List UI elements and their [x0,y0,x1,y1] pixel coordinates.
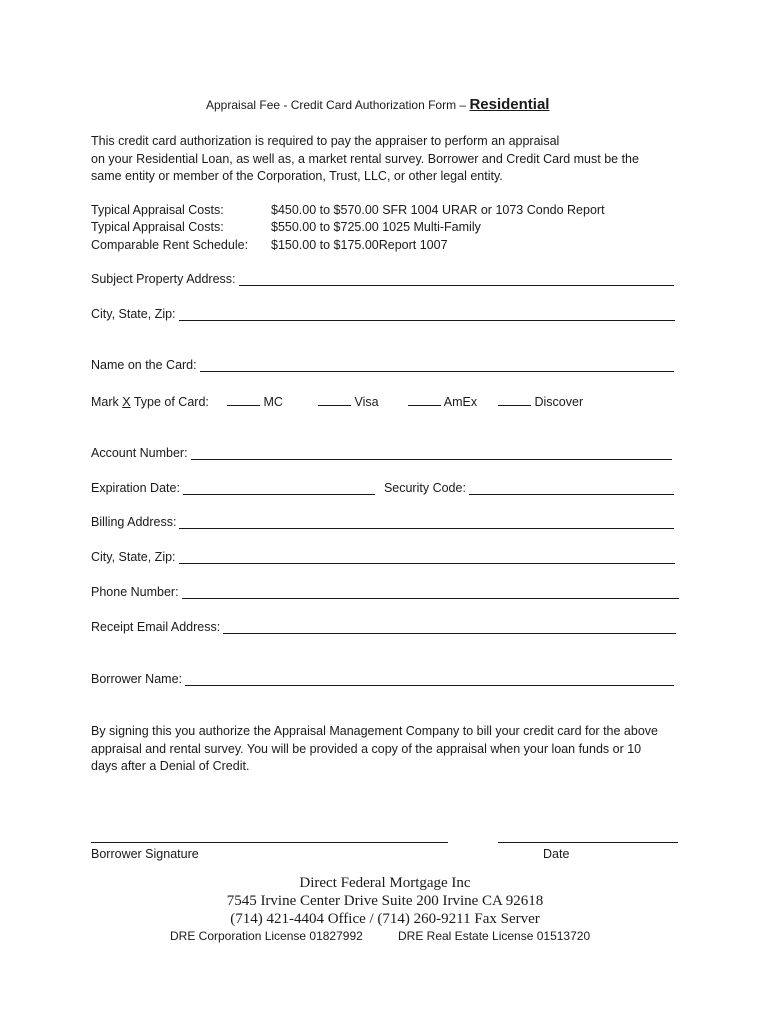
expiration-date-label: Expiration Date: [91,481,180,495]
subject-address-row [91,272,674,286]
phone-number-label: Phone Number: [91,585,179,599]
form-title-residential: Residential [469,96,550,113]
phone-number-field[interactable] [182,586,679,599]
city-state-zip-row [91,307,675,321]
card-type-label-pre: Mark [91,395,123,409]
expiration-row [91,481,674,495]
card-option-label: Visa [354,395,379,409]
security-code-field[interactable] [469,482,674,495]
cost-label: Typical Appraisal Costs: [91,203,224,217]
card-option-label: Discover [534,395,584,409]
billing-address-field[interactable] [179,516,674,529]
card-option-visa[interactable] [318,394,379,411]
intro-line: on your Residential Loan, as well as, a market rental survey. Borrower and Credit Card must be the [91,151,639,166]
company-address: 7545 Irvine Center Drive Suite 200 Irvine CA 92618 [226,893,544,909]
name-on-card-label: Name on the Card: [91,358,197,372]
card-option-blank[interactable] [408,394,441,406]
borrower-name-row [91,672,674,686]
cost-label: Typical Appraisal Costs: [91,220,224,234]
billing-address-row [91,515,674,529]
city-state-zip-label: City, State, Zip: [91,307,176,321]
authorization-line: By signing this you authorize the Appraisal Management Company to bill your credit card for the above [91,724,658,738]
account-number-label: Account Number: [91,446,188,460]
card-option-label: MC [263,395,283,409]
receipt-email-label: Receipt Email Address: [91,620,221,634]
receipt-email-field[interactable] [223,621,676,634]
date-line[interactable] [498,842,678,843]
cost-label: Comparable Rent Schedule: [91,238,249,252]
city-state-zip-field[interactable] [179,308,675,321]
dre-corporation-license: DRE Corporation License 01827992 [170,929,363,943]
intro-paragraph [91,133,639,186]
receipt-email-row [91,620,676,634]
account-number-field[interactable] [191,447,672,460]
cost-value: $450.00 to $570.00 SFR 1004 URAR or 1073 Condo Report [271,203,605,217]
card-option-mc[interactable] [227,394,283,411]
authorization-line: days after a Denial of Credit. [91,759,250,773]
billing-address-label: Billing Address: [91,515,177,529]
card-type-label-x: X [122,395,131,409]
card-option-blank[interactable] [227,394,260,406]
card-option-discover[interactable] [498,394,583,411]
card-option-blank[interactable] [318,394,351,406]
billing-city-state-zip-label: City, State, Zip: [91,550,176,564]
form-title-text: Appraisal Fee - Credit Card Authorization Form – [206,98,467,112]
date-label: Date [543,847,570,861]
card-option-amex[interactable] [408,394,477,411]
authorization-paragraph [91,723,658,776]
security-code-label: Security Code: [383,481,466,495]
cost-value: $550.00 to $725.00 1025 Multi-Family [271,220,481,234]
borrower-signature-line[interactable] [91,842,448,843]
form-title [206,96,549,114]
card-type-row [91,394,209,411]
company-phones: (714) 421-4404 Office / (714) 260-9211 Fax Server [230,911,540,927]
billing-city-state-zip-row [91,550,675,564]
company-name: Direct Federal Mortgage Inc [299,875,471,891]
name-on-card-field[interactable] [200,359,674,372]
card-type-label-post: Type of Card: [130,395,209,409]
account-number-row [91,446,672,460]
intro-line: This credit card authorization is required to pay the appraiser to perform an appraisal [91,134,560,148]
card-option-label: AmEx [443,395,478,409]
intro-line: same entity or member of the Corporation, Trust, LLC, or other legal entity. [91,169,503,183]
subject-address-label: Subject Property Address: [91,272,236,286]
borrower-name-field[interactable] [185,673,674,686]
authorization-line: appraisal and rental survey. You will be provided a copy of the appraisal when your loan funds or 10 [91,741,642,756]
dre-real-estate-license: DRE Real Estate License 01513720 [398,929,591,943]
expiration-date-field[interactable] [183,482,375,495]
borrower-name-label: Borrower Name: [91,672,182,686]
card-option-blank[interactable] [498,394,531,406]
borrower-signature-label: Borrower Signature [91,847,199,861]
cost-value: $150.00 to $175.00Report 1007 [271,238,448,252]
subject-address-field[interactable] [239,273,674,286]
name-on-card-row [91,358,674,372]
phone-number-row [91,585,679,599]
billing-city-state-zip-field[interactable] [179,551,675,564]
